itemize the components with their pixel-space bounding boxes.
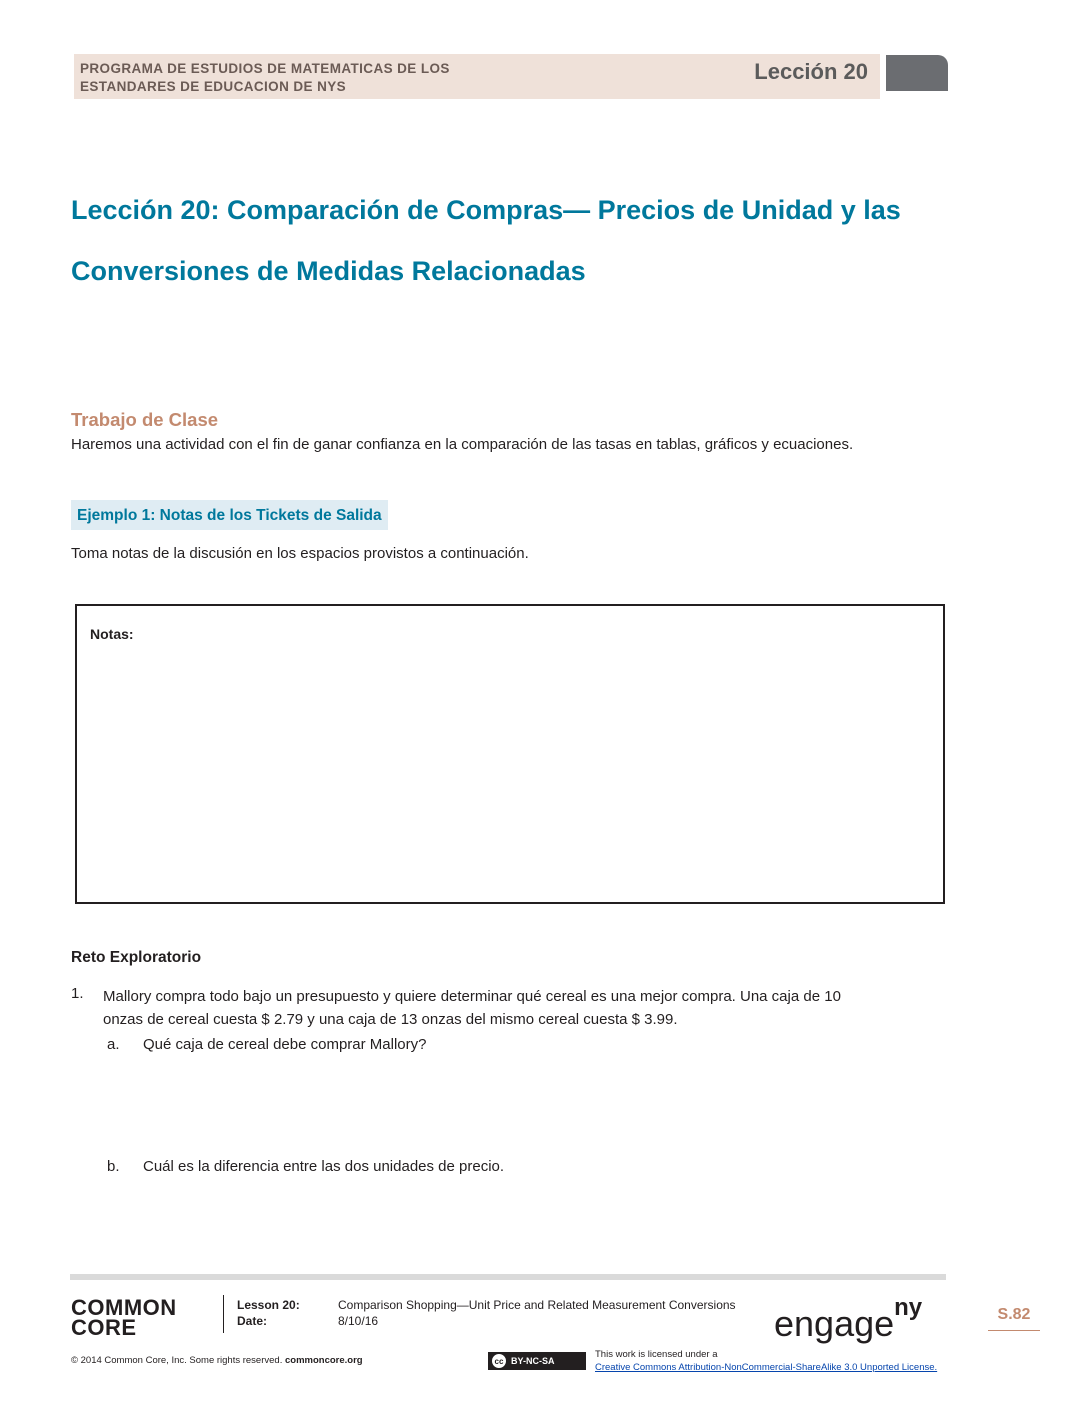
notes-label: Notas: xyxy=(90,626,134,642)
notes-box[interactable] xyxy=(75,604,945,904)
exploratory-heading: Reto Exploratorio xyxy=(71,949,202,966)
page-title-line2: Conversiones de Medidas Relacionadas xyxy=(71,256,586,286)
problem-text xyxy=(103,985,923,1031)
header-tab xyxy=(886,55,948,91)
common-core-logo xyxy=(71,1295,203,1340)
footer-date-value: 8/10/16 xyxy=(338,1314,379,1328)
engageny-logo xyxy=(774,1296,922,1344)
copyright xyxy=(71,1355,363,1366)
classwork-intro: Haremos una actividad con el fin de ganar confianza en la comparación de las tasas en tablas, gráficos y ecuaciones. xyxy=(71,436,854,453)
page-number: S.82 xyxy=(997,1306,1031,1323)
footer-lesson-value: Comparison Shopping—Unit Price and Related Measurement Conversions xyxy=(338,1298,736,1312)
part-a-question: Qué caja de cereal debe comprar Mallory? xyxy=(143,1036,427,1053)
license-line1: This work is licensed under a xyxy=(595,1349,718,1360)
program-title-line2: ESTANDARES DE EDUCACION DE NYS xyxy=(80,79,347,94)
cc-icon: cc xyxy=(491,1353,507,1369)
page-title xyxy=(71,180,971,302)
engage-sup: ny xyxy=(894,1294,923,1321)
engage-text: engage xyxy=(774,1303,895,1344)
cc-badge-text: BY-NC-SA xyxy=(511,1356,555,1366)
cc-license-badge xyxy=(488,1352,586,1370)
classwork-heading: Trabajo de Clase xyxy=(71,409,219,430)
footer-lesson-label: Lesson 20: xyxy=(237,1298,300,1312)
footer-date-label: Date: xyxy=(237,1314,268,1328)
part-a-letter: a. xyxy=(107,1036,120,1053)
page-number-underline xyxy=(988,1330,1040,1331)
logo-line1: COMMON xyxy=(71,1295,177,1320)
part-b-question: Cuál es la diferencia entre las dos unidades de precio. xyxy=(143,1158,505,1175)
page-title-line1: Lección 20: Comparación de Compras— Precios de Unidad y las xyxy=(71,195,901,225)
problem-number: 1. xyxy=(71,985,84,1002)
problem-line1: Mallory compra todo bajo un presupuesto y quiere determinar qué cereal es una mejor compra. Una caja de 10 xyxy=(103,988,841,1005)
program-title-line1: PROGRAMA DE ESTUDIOS DE MATEMATICAS DE LOS xyxy=(80,61,450,76)
lesson-badge: Lección 20 xyxy=(754,59,868,84)
program-title xyxy=(80,60,520,96)
example-label: Ejemplo 1: Notas de los Tickets de Salida xyxy=(77,507,382,524)
problem-line2: onzas de cereal cuesta $ 2.79 y una caja de 13 onzas del mismo cereal cuesta $ 3.99. xyxy=(103,1011,678,1028)
part-b-letter: b. xyxy=(107,1158,120,1175)
footer-divider xyxy=(223,1295,224,1333)
instructions-text: Toma notas de la discusión en los espacios provistos a continuación. xyxy=(71,545,529,562)
example-label-box xyxy=(71,500,388,530)
footer-rule xyxy=(70,1274,946,1280)
copyright-text: © 2014 Common Core, Inc. Some rights reserved. xyxy=(71,1355,283,1366)
license-link[interactable]: Creative Commons Attribution-NonCommercial-ShareAlike 3.0 Unported License. xyxy=(595,1362,938,1373)
copyright-site: commoncore.org xyxy=(284,1355,363,1366)
logo-line2: CORE xyxy=(71,1315,137,1340)
